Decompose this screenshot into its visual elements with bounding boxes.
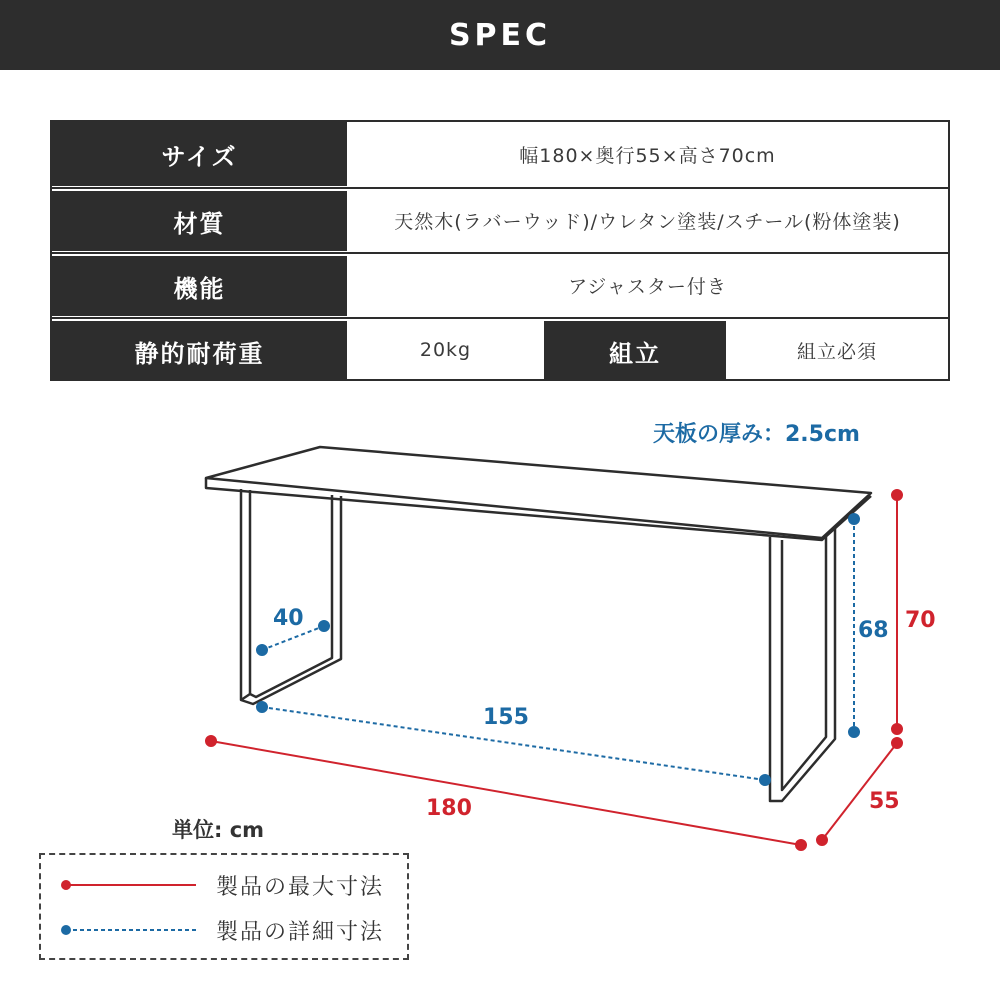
left-leg	[241, 489, 341, 704]
top-thickness-label: 天板の厚み：2.5cm	[653, 422, 860, 447]
right-leg	[770, 526, 835, 801]
legend-detail-label: 製品の詳細寸法	[216, 920, 385, 945]
material-value: 天然木(ラバーウッド)/ウレタン塗装/スチール(粉体塗装)	[394, 210, 901, 233]
width-total-label: 180	[426, 796, 472, 821]
function-value: アジャスター付き	[568, 275, 727, 298]
leg-gap-label: 155	[483, 705, 529, 730]
load-value: 20kg	[419, 339, 472, 361]
assembly-label: 組立	[544, 319, 726, 381]
detail-dimension-lines	[257, 514, 859, 785]
assembly-value: 組立必須	[796, 340, 877, 363]
load-label: 静的耐荷重	[52, 319, 347, 381]
inner-height-label: 68	[858, 618, 889, 643]
unit-label: 単位: cm	[172, 818, 265, 842]
material-label: 材質	[52, 189, 347, 251]
spec-title: SPEC	[448, 17, 552, 53]
depth-total-label: 55	[869, 789, 900, 814]
size-value: 幅180×奥行55×高さ70cm	[519, 144, 776, 167]
function-label: 機能	[52, 254, 347, 316]
table-top	[206, 447, 871, 540]
leg-depth-label: 40	[273, 606, 304, 631]
size-label: サイズ	[52, 122, 347, 186]
legend-max-label: 製品の最大寸法	[216, 875, 385, 900]
height-total-label: 70	[905, 608, 936, 633]
